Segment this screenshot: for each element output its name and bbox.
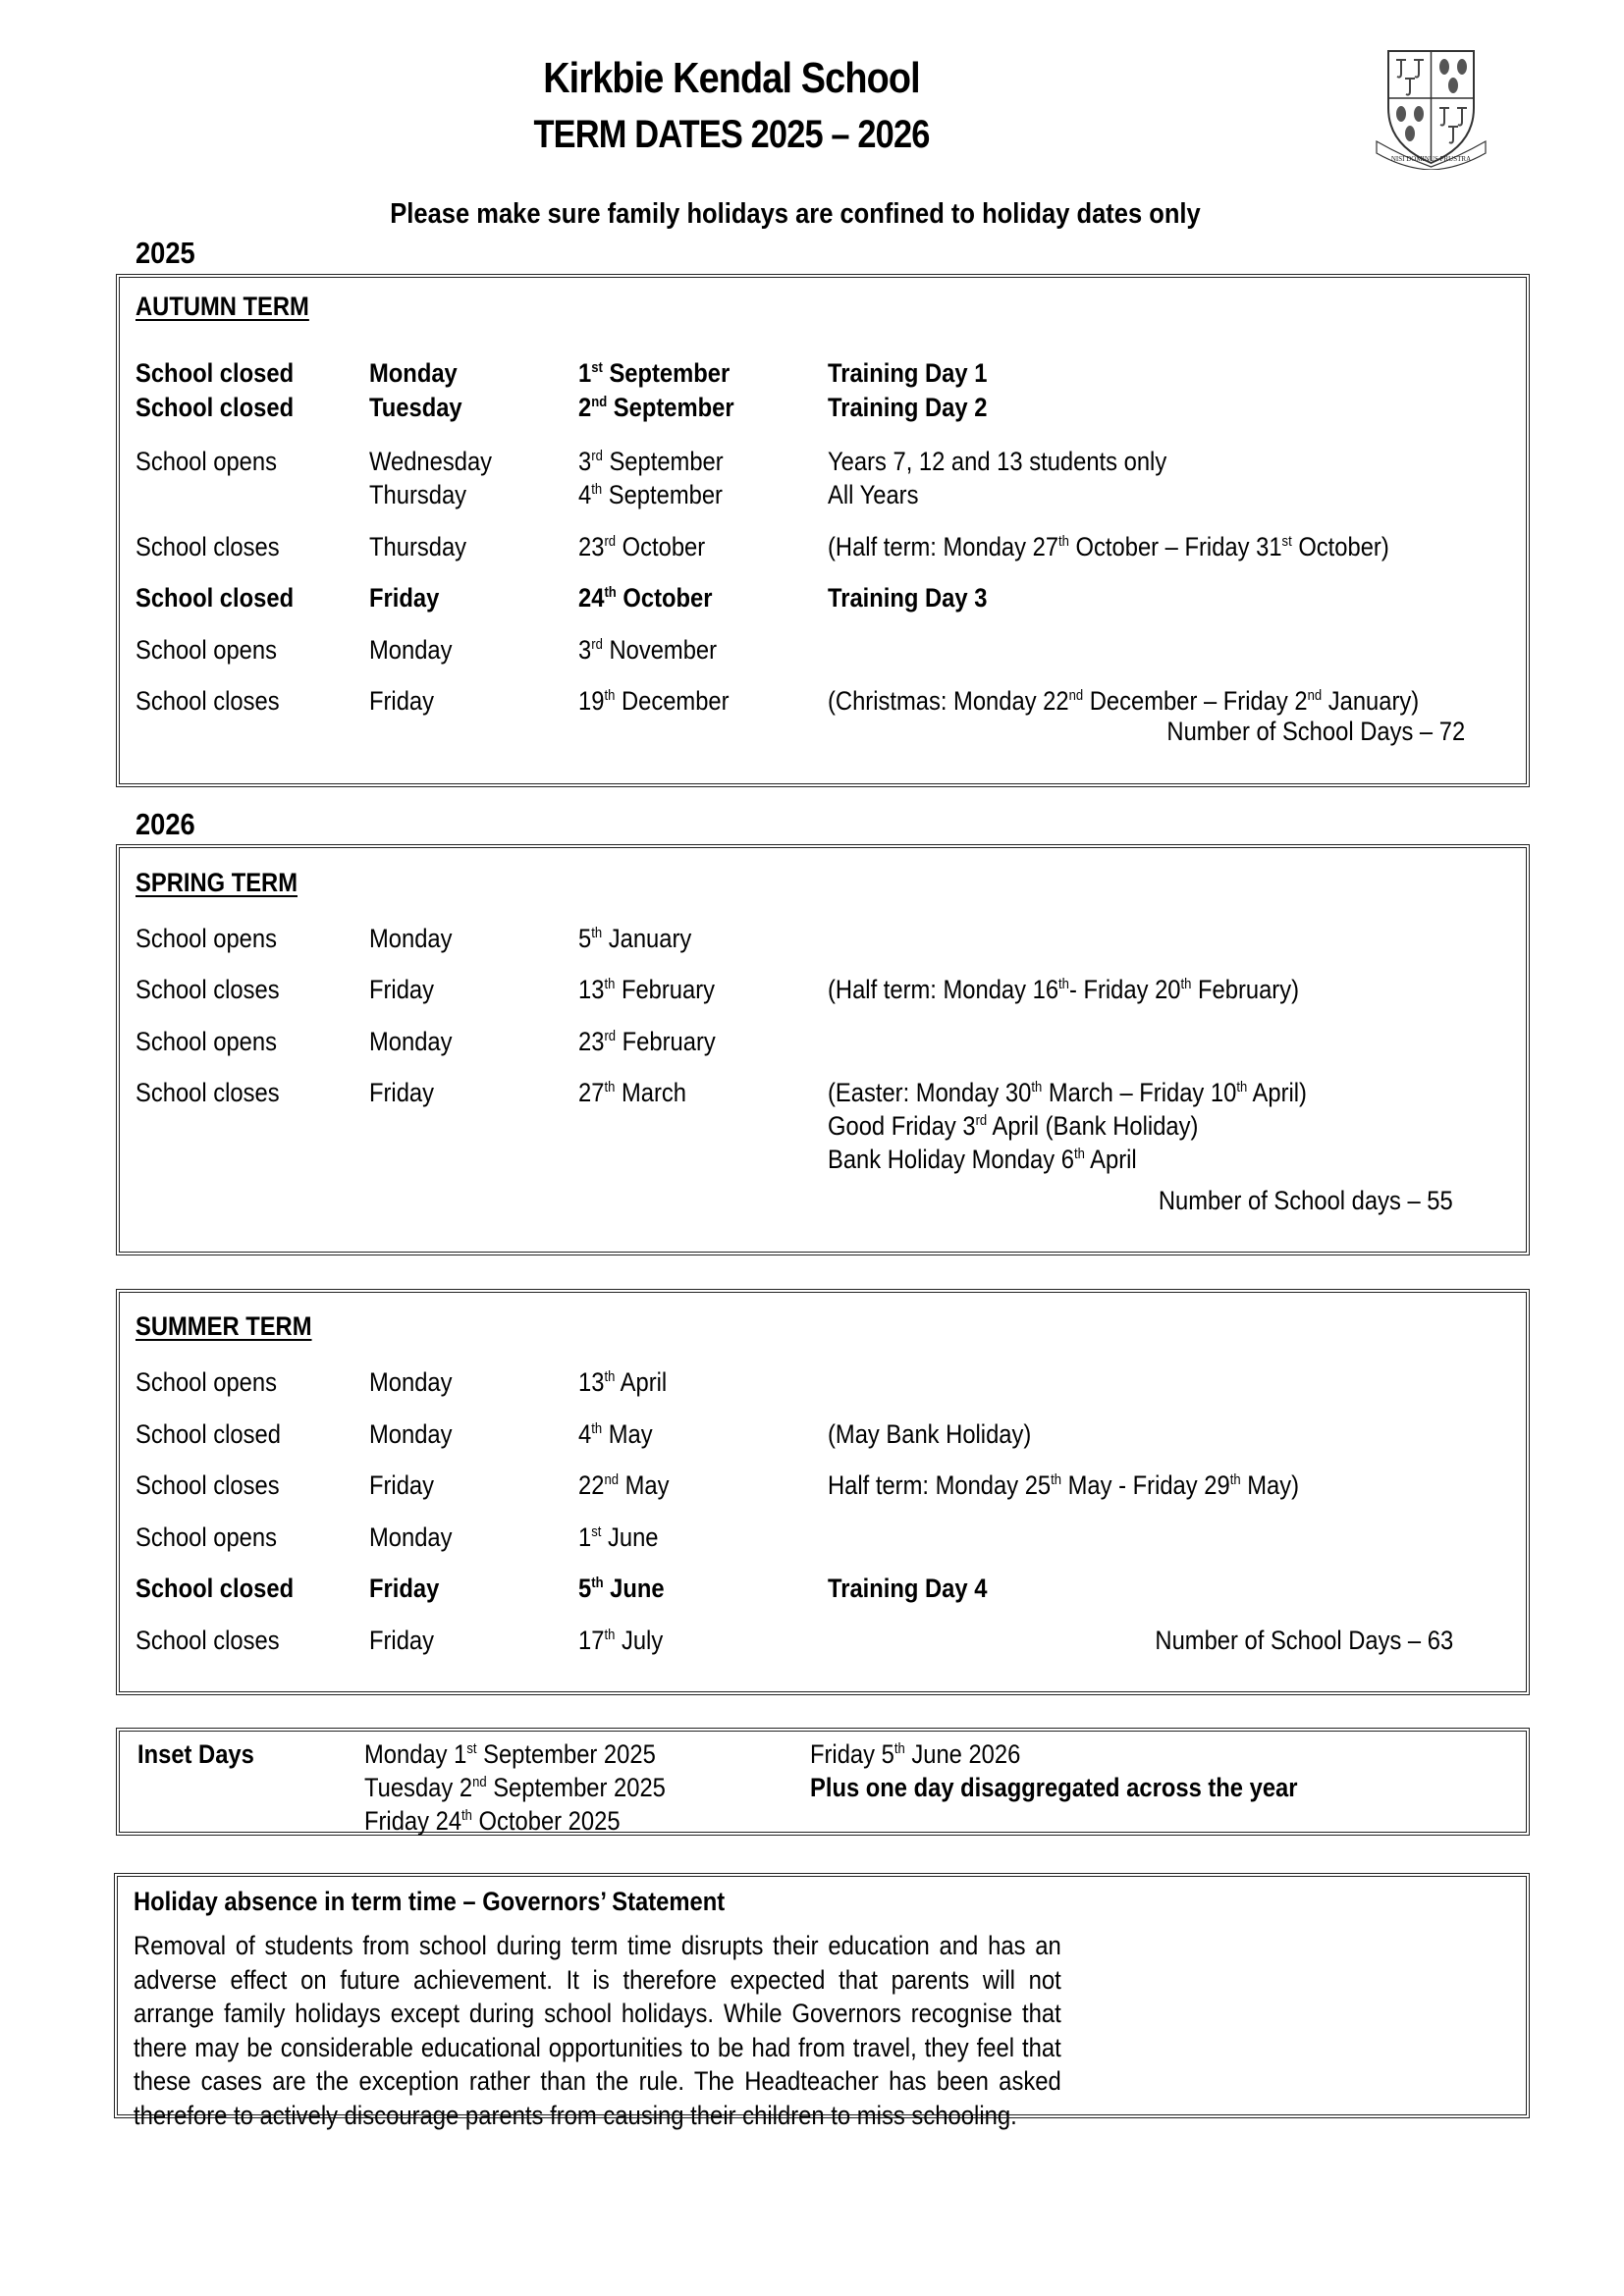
school-days-count: Number of School Days – 72 <box>1166 717 1465 746</box>
note-cell: (May Bank Holiday) <box>828 1419 1032 1449</box>
governors-body: Removal of students from school during term time disrupts their education and has an adverse effect on future achievement. It is therefore expected that parents will not arrange family holidays except during school holidays. While Governors recognise that there may be considerable educational opportunities to be had from travel, they feel that these cases are the exception rather than the rule. The Headteacher has been asked therefore to actively discourage parents from causing their children to miss schooling. <box>134 1931 1061 2130</box>
status-cell: School opens <box>135 635 277 665</box>
inset-date: Monday 1st September 2025 <box>364 1739 656 1769</box>
inset-date: Friday 5th June 2026 <box>810 1739 1021 1769</box>
date-cell: 1st September <box>578 358 731 388</box>
status-cell: School closes <box>135 1078 280 1107</box>
holiday-notice: Please make sure family holidays are confined to holiday dates only <box>390 198 1201 230</box>
date-cell: 13th April <box>578 1367 668 1397</box>
school-days-count: Number of School days – 55 <box>1159 1186 1453 1215</box>
note-cell: (Half term: Monday 16th- Friday 20th February) <box>828 975 1300 1004</box>
note-line: Good Friday 3rd April (Bank Holiday) <box>828 1111 1199 1141</box>
day-cell: Monday <box>369 1027 453 1056</box>
note-cell: Training Day 2 <box>828 393 988 422</box>
note-cell: Training Day 1 <box>828 358 988 388</box>
status-cell: School closed <box>135 393 295 422</box>
status-cell: School closes <box>135 1626 280 1655</box>
note-cell: Years 7, 12 and 13 students only <box>828 447 1167 476</box>
status-cell: School opens <box>135 924 277 953</box>
status-cell: School closed <box>135 358 295 388</box>
status-cell: School opens <box>135 447 277 476</box>
day-cell: Monday <box>369 924 453 953</box>
day-cell: Friday <box>369 1078 435 1107</box>
date-cell: 17th July <box>578 1626 664 1655</box>
summer-term-box <box>116 1289 1530 1695</box>
note-cell: (Easter: Monday 30th March – Friday 10th April) <box>828 1078 1307 1107</box>
note-cell: All Years <box>828 480 919 509</box>
date-cell: 3rd September <box>578 447 724 476</box>
note-cell: (Half term: Monday 27th October – Friday 31st October) <box>828 532 1389 561</box>
day-cell: Monday <box>369 1367 453 1397</box>
day-cell: Friday <box>369 583 440 613</box>
school-crest-icon <box>1375 47 1488 170</box>
status-cell: School opens <box>135 1367 277 1397</box>
inset-date: Tuesday 2nd September 2025 <box>364 1773 666 1802</box>
day-cell: Monday <box>369 1522 453 1552</box>
date-cell: 4th September <box>578 480 723 509</box>
term-heading: AUTUMN TERM <box>135 292 309 321</box>
note-cell: Training Day 4 <box>828 1574 988 1603</box>
inset-days-box <box>116 1728 1530 1836</box>
governors-statement-box <box>114 1873 1530 2130</box>
status-cell: School closes <box>135 1470 280 1500</box>
status-cell: School closes <box>135 975 280 1004</box>
day-cell: Monday <box>369 358 458 388</box>
inset-days-label: Inset Days <box>137 1739 254 1769</box>
term-heading: SUMMER TERM <box>135 1311 312 1341</box>
date-cell: 27th March <box>578 1078 686 1107</box>
date-cell: 5th January <box>578 924 692 953</box>
school-days-count: Number of School Days – 63 <box>1155 1626 1453 1655</box>
school-name: Kirkbie Kendal School <box>543 54 920 102</box>
inset-date: Friday 24th October 2025 <box>364 1806 621 1836</box>
term-heading: SPRING TERM <box>135 868 298 897</box>
day-cell: Tuesday <box>369 393 462 422</box>
status-cell: School closed <box>135 1574 295 1603</box>
status-cell: School opens <box>135 1027 277 1056</box>
note-cell: Training Day 3 <box>828 583 988 613</box>
year-label-2025: 2025 <box>135 236 195 270</box>
date-cell: 23rd February <box>578 1027 716 1056</box>
note-line: Bank Holiday Monday 6th April <box>828 1145 1137 1174</box>
day-cell: Friday <box>369 1470 435 1500</box>
day-cell: Friday <box>369 1574 440 1603</box>
spring-term-box <box>116 844 1530 1255</box>
day-cell: Wednesday <box>369 447 493 476</box>
inset-extra-day: Plus one day disaggregated across the year <box>810 1773 1298 1802</box>
note-cell: (Christmas: Monday 22nd December – Friday 2nd January) <box>828 686 1420 716</box>
date-cell: 23rd October <box>578 532 706 561</box>
date-cell: 19th December <box>578 686 730 716</box>
date-cell: 2nd September <box>578 393 734 422</box>
day-cell: Monday <box>369 1419 453 1449</box>
day-cell: Friday <box>369 1626 435 1655</box>
year-label-2026: 2026 <box>135 807 195 841</box>
date-cell: 13th February <box>578 975 716 1004</box>
svg-text:NISI DOMINUS FRUSTRA: NISI DOMINUS FRUSTRA <box>1390 155 1472 163</box>
status-cell: School closed <box>135 1419 281 1449</box>
day-cell: Thursday <box>369 480 467 509</box>
status-cell: School closes <box>135 686 280 716</box>
status-cell: School closes <box>135 532 280 561</box>
autumn-term-box <box>116 274 1530 787</box>
note-cell: Half term: Monday 25th May - Friday 29th May) <box>828 1470 1299 1500</box>
date-cell: 24th October <box>578 583 713 613</box>
date-cell: 3rd November <box>578 635 718 665</box>
governors-heading: Holiday absence in term time – Governors’ Statement <box>134 1887 726 1916</box>
date-cell: 5th June <box>578 1574 665 1603</box>
status-cell: School opens <box>135 1522 277 1552</box>
status-cell: School closed <box>135 583 295 613</box>
day-cell: Thursday <box>369 532 467 561</box>
date-cell: 4th May <box>578 1419 653 1449</box>
date-cell: 22nd May <box>578 1470 670 1500</box>
day-cell: Monday <box>369 635 453 665</box>
day-cell: Friday <box>369 686 435 716</box>
page-title: TERM DATES 2025 – 2026 <box>533 113 930 156</box>
day-cell: Friday <box>369 975 435 1004</box>
date-cell: 1st June <box>578 1522 659 1552</box>
